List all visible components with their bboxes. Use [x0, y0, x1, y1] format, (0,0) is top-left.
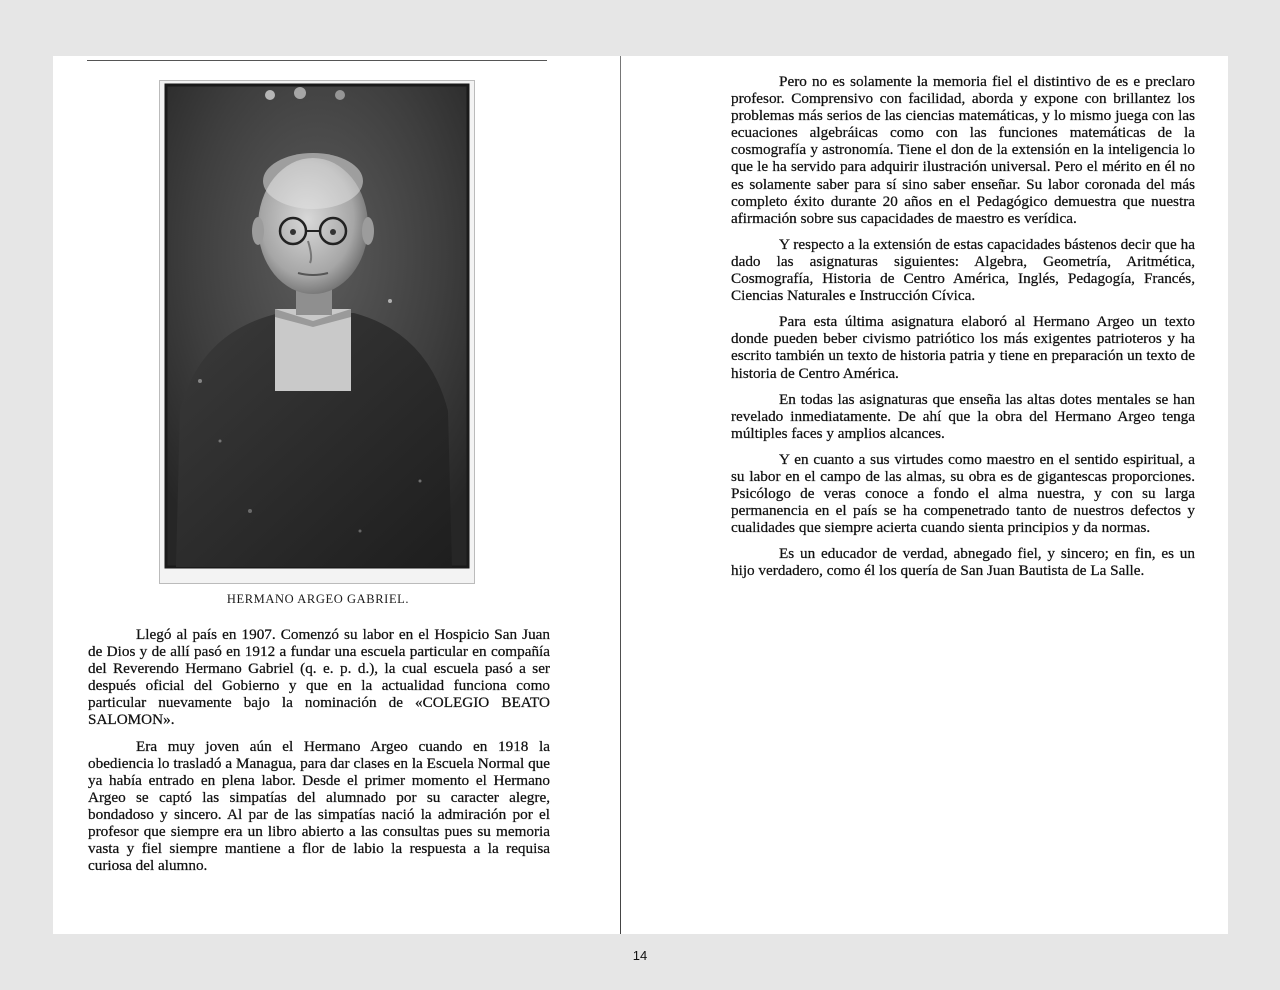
- right-paragraph-2: Y respecto a la extensión de estas capacidades bástenos decir que ha dado las asignaturas siguientes: Algebra, Geometría, Aritmética, Cosmografía, Historia de Centro América, Inglés, Pedagogía, Francés, Ciencias Naturales e Instrucción Cívica.: [731, 235, 1195, 305]
- right-page: [621, 56, 1228, 934]
- photo-caption: HERMANO ARGEO GABRIEL.: [226, 592, 410, 606]
- right-paragraph-4: En todas las asignaturas que enseña las altas dotes mentales se han revelado inmediatamente. De ahí que la obra del Hermano Argeo tenga múltiples faces y amplios alcances.: [731, 390, 1195, 442]
- left-paragraph-1: Llegó al país en 1907. Comenzó su labor en el Hospicio San Juan de Dios y de allí pasó en 1912 a fundar una escuela particular en compañía del Reverendo Hermano Gabriel (q. e. p. d.), la cual escuela pasó a ser después oficial del Gobierno y que en la actualidad funciona como particular nuevamente bajo la nominación de «COLEGIO BEATO SALOMON».: [88, 626, 550, 729]
- right-page-body: [731, 73, 1195, 589]
- top-rule: [87, 60, 547, 61]
- left-paragraph-2: Era muy joven aún el Hermano Argeo cuando en 1918 la obediencia lo trasladó a Managua, para dar clases en la Escuela Normal que ya había entrado en plena labor. Desde el primer momento el Hermano Argeo se captó las simpatías del alumnado por su caracter alegre, bondadoso y sincero. Al par de las simpatías nació la admiración por el profesor que siempre era un libro abierto a las consultas pues su memoria vasta y fiel siempre mantiene a flor de labio la respuesta a la requisa curiosa del alumno.: [88, 737, 550, 875]
- left-page-body: [88, 626, 550, 883]
- right-paragraph-1: Pero no es solamente la memoria fiel el distintivo de es e preclaro profesor. Comprensivo con facilidad, aborda y expone con brillantez los problemas más serios de las ciencias matemáticas, y lo mismo juega con las ecuaciones algebráicas como con las funciones matemáticas de la cosmografía y astronomía. Tiene el don de la extensión en la inteligencia lo que le ha servido para adquirir ilustración universal. Pero el mérito en él no es solamente saber para sí sino saber enseñar. Su labor coronada del más completo éxito durante 20 años en el Pedagógico demuestra que nuestra afirmación sobre sus capacidades de maestro es verídica.: [731, 73, 1195, 227]
- left-page: [53, 56, 621, 934]
- right-paragraph-6: Es un educador de verdad, abnegado fiel, y sincero; en fin, es un hijo verdadero, como él los quería de San Juan Bautista de La Salle.: [731, 545, 1195, 580]
- portrait-image: [160, 81, 474, 583]
- right-paragraph-5: Y en cuanto a sus virtudes como maestro en el sentido espiritual, a su labor en el campo de las almas, su obra es de gigantescas proporciones. Psicólogo de veras conoce a fondo el alma nuestra, y con su larga permanencia en el país se ha compenetrado tanto de nuestros defectos y cualidades que siempre acierta cuando sienta principios y da normas.: [731, 450, 1195, 537]
- right-paragraph-3: Para esta última asignatura elaboró al Hermano Argeo un texto donde pueden beber civismo patriótico los más exigentes patrioteros y ha escrito también un texto de historia patria y tiene en preparación un texto de historia de Centro América.: [731, 313, 1195, 382]
- page-number: 14: [632, 948, 648, 963]
- portrait-photo: [159, 80, 475, 584]
- book-spread: [53, 56, 1228, 934]
